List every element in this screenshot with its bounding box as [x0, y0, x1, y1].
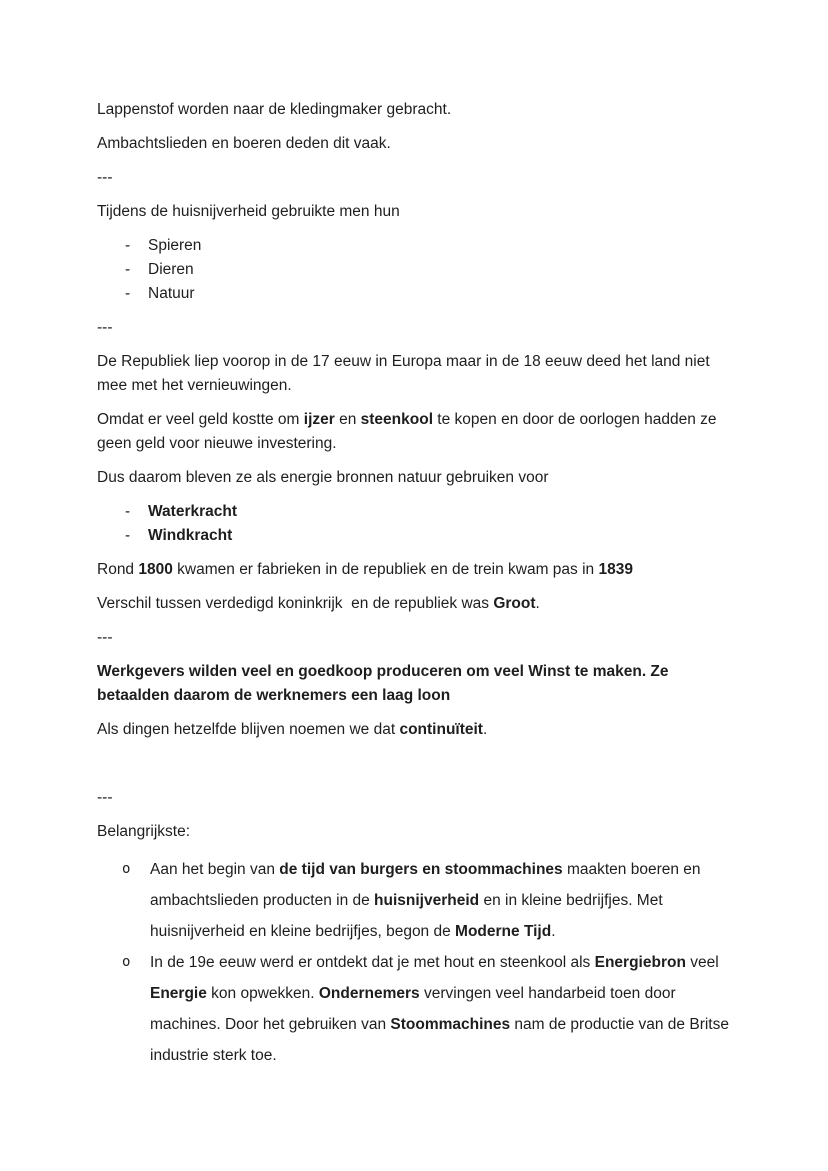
dash-bullet-icon: - [125, 261, 131, 278]
dash-bullet-icon: - [125, 503, 131, 520]
divider-paragraph: --- [97, 629, 113, 646]
dash-bullet-icon: - [125, 285, 131, 302]
o-bullet-icon: o [122, 954, 131, 970]
paragraph: Dus daarom bleven ze als energie bronnen natuur gebruiken voor [97, 469, 549, 486]
paragraph: Tijdens de huisnijverheid gebruikte men hun [97, 203, 400, 220]
paragraph: De Republiek liep voorop in de 17 eeuw in Europa maar in de 18 eeuw deed het land niet mee met het vernieuwingen. [97, 353, 714, 394]
bullet-list-energy-sources [97, 234, 730, 306]
list-item [97, 234, 730, 258]
divider-paragraph: --- [97, 789, 113, 806]
list-item [97, 947, 734, 1071]
dash-bullet-icon: - [125, 527, 131, 544]
paragraph: Omdat er veel geld kostte om ijzer en steenkool te kopen en door de oorlogen hadden ze geen geld voor nieuwe investering. [97, 411, 721, 452]
list-item-text: In de 19e eeuw werd er ontdekt dat je met hout en steenkool als Energiebron veel Energie kon opwekken. Ondernemers vervingen veel handarbeid toen door machines. Door het gebruiken van Stoommachines nam de productie van de Britse industrie sterk toe. [150, 954, 734, 1064]
paragraph-belangrijkste-label: Belangrijkste: [97, 823, 191, 840]
divider-paragraph: --- [97, 319, 113, 336]
paragraph-bold-statement: Werkgevers wilden veel en goedkoop produceren om veel Winst te maken. Ze betaalden daarom de werknemers een laag loon [97, 663, 673, 704]
list-item-text: Dieren [148, 261, 194, 278]
o-bullet-icon: o [122, 861, 131, 877]
paragraph: Verschil tussen verdedigd koninkrijk en de republiek was Groot. [97, 595, 540, 612]
list-item [97, 524, 730, 548]
paragraph: Als dingen hetzelfde blijven noemen we dat continuïteit. [97, 721, 488, 738]
list-item [97, 854, 730, 947]
list-item [97, 282, 730, 306]
list-item-text: Aan het begin van de tijd van burgers en stoommachines maakten boeren en ambachtslieden producten in de huisnijverheid en in kleine bedrijfjes. Met huisnijverheid en kleine bedrijfjes, begon de Moderne Tijd. [150, 861, 705, 940]
list-item-text: Waterkracht [148, 503, 238, 520]
bullet-list-power-sources [97, 500, 730, 548]
paragraph: Lappenstof worden naar de kledingmaker gebracht. [97, 101, 452, 118]
list-item [97, 258, 730, 282]
divider-paragraph: --- [97, 169, 113, 186]
paragraph: Ambachtslieden en boeren deden dit vaak. [97, 135, 391, 152]
dash-bullet-icon: - [125, 237, 131, 254]
list-item [97, 500, 730, 524]
list-item-text: Spieren [148, 237, 202, 254]
paragraph: Rond 1800 kwamen er fabrieken in de republiek en de trein kwam pas in 1839 [97, 561, 633, 578]
empty-paragraph [97, 752, 730, 776]
bullet-list-summary [97, 854, 734, 1071]
list-item-text: Windkracht [148, 527, 233, 544]
list-item-text: Natuur [148, 285, 195, 302]
